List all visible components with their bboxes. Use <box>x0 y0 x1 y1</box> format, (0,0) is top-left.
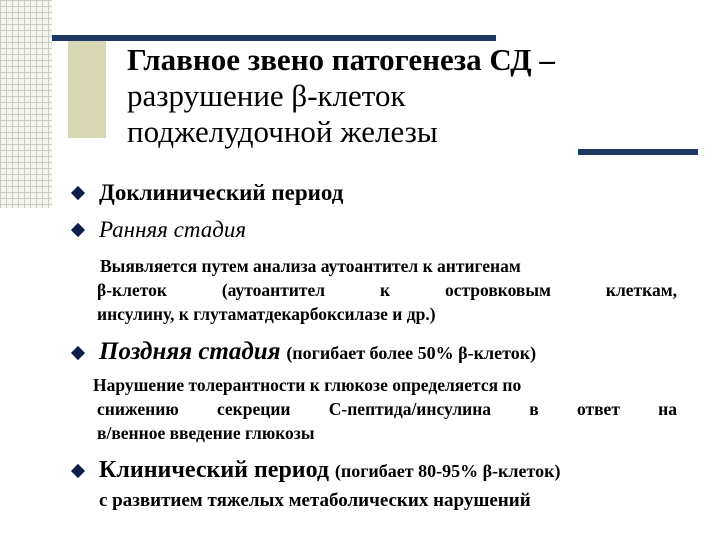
bullet-late-stage-note: (погибает более 50% β-клеток) <box>286 343 537 363</box>
bullet-clinical-text: Клинический период <box>99 457 330 483</box>
late-stage-line-1: Нарушение толерантности к глюкозе определяется по <box>93 375 522 395</box>
bullet-early-stage-text: Ранняя стадия <box>99 217 247 242</box>
diamond-bullet-icon <box>71 464 85 478</box>
diamond-bullet-icon <box>71 186 85 200</box>
early-stage-description <box>97 254 677 326</box>
slide-title <box>127 42 687 150</box>
title-accent-square <box>68 40 106 138</box>
clinical-description <box>99 489 531 513</box>
bullet-preclinical-text: Доклинический период <box>99 180 344 205</box>
clinical-line: с развитием тяжелых метаболических нарушений <box>99 490 531 511</box>
diamond-bullet-icon <box>71 346 85 360</box>
title-top-rule <box>52 35 496 41</box>
late-stage-line-3: в/венное введение глюкозы <box>97 423 315 443</box>
bullet-clinical-note: (погибает 80-95% β-клеток) <box>334 461 561 481</box>
diamond-bullet-icon <box>71 223 85 237</box>
title-line-2: разрушение β-клеток <box>127 78 406 113</box>
early-stage-line-1: Выявляется путем анализа аутоантител к антигенам <box>100 256 521 276</box>
title-line-3: поджелудочной железы <box>127 114 438 149</box>
bullet-late-stage-text: Поздняя стадия <box>99 338 281 365</box>
graph-paper-decoration <box>0 0 52 208</box>
early-stage-line-2: β-клеток (аутоантител к островковым клеткам, <box>97 280 677 300</box>
bullet-late-stage-line <box>99 338 536 366</box>
title-line-1: Главное звено патогенеза СД – <box>127 42 555 77</box>
early-stage-line-3: инсулину, к глутаматдекарбоксилазе и др.) <box>97 304 436 324</box>
late-stage-line-2: снижению секреции С-пептида/инсулина в ответ на <box>97 399 677 419</box>
bullet-clinical-line <box>99 457 560 484</box>
late-stage-description <box>93 373 677 445</box>
